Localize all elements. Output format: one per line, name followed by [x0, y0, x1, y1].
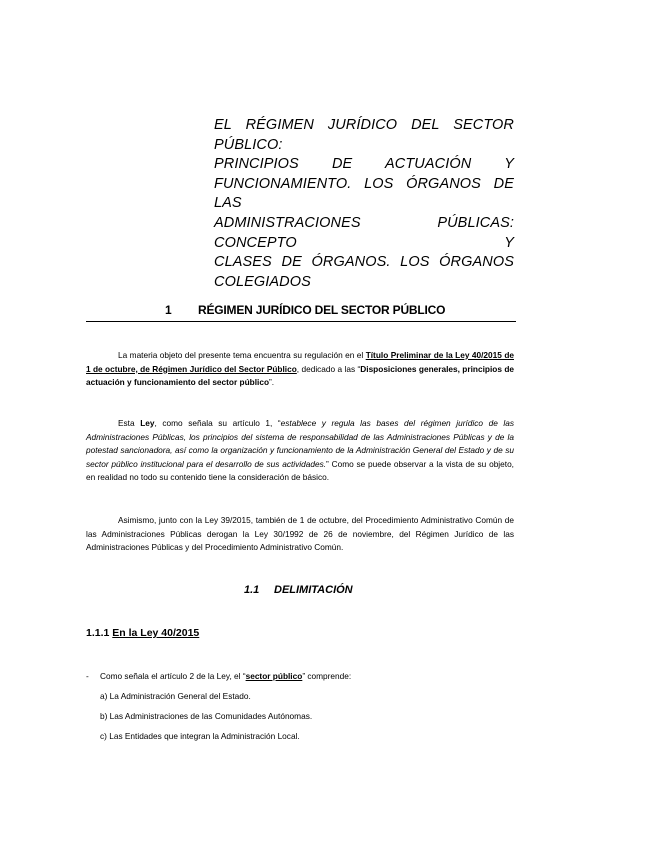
paragraph-bold-text: Disposiciones generales, principios de actuación y funcionamiento del sector público	[86, 363, 515, 388]
title-line: CLASES DE ÓRGANOS. LOS ÓRGANOS	[214, 254, 514, 271]
list-item: a) La Administración General del Estado.	[100, 691, 251, 701]
paragraph-1	[86, 349, 514, 390]
paragraph-text: , dedicado a las “	[296, 363, 361, 374]
section-heading	[86, 303, 516, 322]
paragraph-quote: establece y regula las bases del régimen jurídico de las Administraciones Públicas, los principios del sistema de responsabilidad de las Administraciones Públicas y de la potestad sancionadora, así como la organización y funcionamiento de la Administración General del Estado y de su sector público institucional para el desarrollo de sus actividades.	[86, 418, 514, 469]
paragraph-text: , como señala su artículo 1, “	[154, 418, 281, 428]
title-line: FUNCIONAMIENTO. LOS ÓRGANOS DE LAS	[214, 175, 514, 212]
list-intro-text: ” comprende:	[302, 671, 352, 681]
paragraph-text: La materia objeto del presente tema encuentra su regulación en el	[118, 350, 366, 360]
paragraph-3	[86, 514, 514, 555]
law-link[interactable]: Título Preliminar de la Ley 40/2015 de 1 de octubre, de Régimen Jurídico del Sector Público	[86, 350, 514, 374]
section-number: 1	[165, 303, 172, 317]
title-line: ADMINISTRACIONES PÚBLICAS: CONCEPTO Y	[214, 214, 514, 251]
paragraph-bold-text: Ley	[140, 418, 155, 428]
document-title	[214, 116, 514, 292]
list-bullet: -	[86, 671, 89, 681]
list-intro	[100, 671, 351, 681]
subsection-number: 1.1	[244, 584, 260, 596]
title-line: PRINCIPIOS DE ACTUACIÓN Y	[214, 156, 514, 173]
paragraph-text: ” Como se puede observar a la vista de su objeto, en realidad no todo su contenido tiene la consideración de básico.	[86, 458, 514, 483]
paragraph-text: ”.	[269, 377, 275, 388]
subsection-heading	[244, 584, 353, 596]
title-line: EL RÉGIMEN JURÍDICO DEL SECTOR PÚBLICO:	[214, 117, 514, 153]
section-title: RÉGIMEN JURÍDICO DEL SECTOR PÚBLICO	[198, 303, 446, 317]
paragraph-2	[86, 417, 514, 485]
list-intro-text: Como señala el artículo 2 de la Ley, el “	[100, 671, 246, 681]
subsubsection-number: 1.1.1	[86, 627, 110, 639]
paragraph-text: Asimismo, junto con la Ley 39/2015, también de 1 de octubre, del Procedimiento Administrativo Común de las Administraciones Públicas derogan la Ley 30/1992 de 26 de noviembre, del Régimen Jurídico de las Administraciones Públicas y del Procedimiento Administrativo Común.	[86, 515, 514, 553]
subsubsection-title: En la Ley 40/2015	[112, 627, 200, 639]
subsubsection-heading	[86, 627, 199, 639]
subsection-title: DELIMITACIÓN	[274, 584, 353, 596]
list-item: b) Las Administraciones de las Comunidades Autónomas.	[100, 711, 313, 721]
title-line: COLEGIADOS	[214, 273, 311, 290]
list-item: c) Las Entidades que integran la Administración Local.	[100, 731, 300, 741]
paragraph-text: Esta	[118, 418, 141, 428]
sector-publico-link[interactable]: sector público	[245, 671, 303, 681]
